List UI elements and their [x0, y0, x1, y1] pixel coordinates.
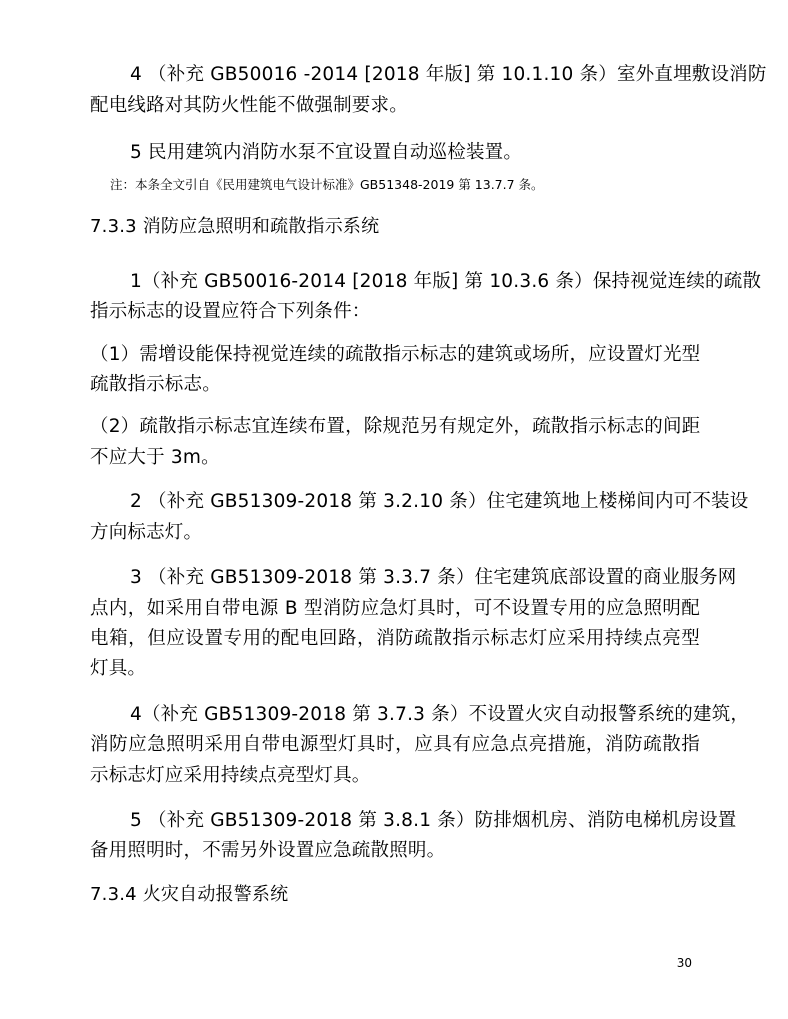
paragraph-line: （2）疏散指示标志宜连续布置，除规范另有规定外，疏散指示标志的间距	[90, 416, 701, 437]
paragraph-line: 示标志灯应采用持续点亮型灯具。	[90, 765, 371, 786]
paragraph-line: 指示标志的设置应符合下列条件：	[90, 301, 371, 322]
paragraph-line: 方向标志灯。	[90, 522, 203, 543]
paragraph-line: 疏散指示标志。	[90, 374, 221, 395]
paragraph-line: 3 （补充 GB51309-2018 第 3.3.7 条）住宅建筑底部设置的商业服务网	[130, 567, 737, 588]
paragraph-line: 点内，如采用自带电源 B 型消防应急灯具时，可不设置专用的应急照明配	[90, 598, 700, 619]
paragraph-line: 1（补充 GB50016-2014 [2018 年版] 第 10.3.6 条）保持视觉连续的疏散	[130, 271, 762, 292]
paragraph-line: 4 （补充 GB50016 -2014 [2018 年版] 第 10.1.10 条）室外直埋敷设消防	[130, 64, 767, 85]
paragraph-line: 备用照明时，不需另外设置应急疏散照明。	[90, 840, 446, 861]
paragraph-line: 灯具。	[90, 658, 147, 679]
paragraph-line: 配电线路对其防火性能不做强制要求。	[90, 95, 408, 116]
paragraph-line: （1）需增设能保持视觉连续的疏散指示标志的建筑或场所，应设置灯光型	[90, 344, 701, 365]
page-number: 30	[676, 956, 692, 970]
paragraph-line: 消防应急照明采用自带电源型灯具时，应具有应急点亮措施，消防疏散指	[90, 734, 700, 755]
section-heading: 7.3.3 消防应急照明和疏散指示系统	[90, 216, 380, 237]
paragraph-line: 2 （补充 GB51309-2018 第 3.2.10 条）住宅建筑地上楼梯间内可不装设	[130, 491, 749, 512]
paragraph-line: 不应大于 3m。	[90, 447, 220, 468]
paragraph-line: 4（补充 GB51309-2018 第 3.7.3 条）不设置火灾自动报警系统的建筑，	[130, 704, 750, 725]
section-heading: 7.3.4 火灾自动报警系统	[90, 884, 289, 905]
paragraph-line: 5 （补充 GB51309-2018 第 3.8.1 条）防排烟机房、消防电梯机房设置	[130, 810, 737, 831]
paragraph-line: 5 民用建筑内消防水泵不宜设置自动巡检装置。	[130, 142, 523, 163]
footnote: 注：本条全文引自《民用建筑电气设计标准》GB51348-2019 第 13.7.7 条。	[110, 177, 544, 192]
paragraph-line: 电箱，但应设置专用的配电回路，消防疏散指示标志灯应采用持续点亮型	[90, 628, 700, 649]
